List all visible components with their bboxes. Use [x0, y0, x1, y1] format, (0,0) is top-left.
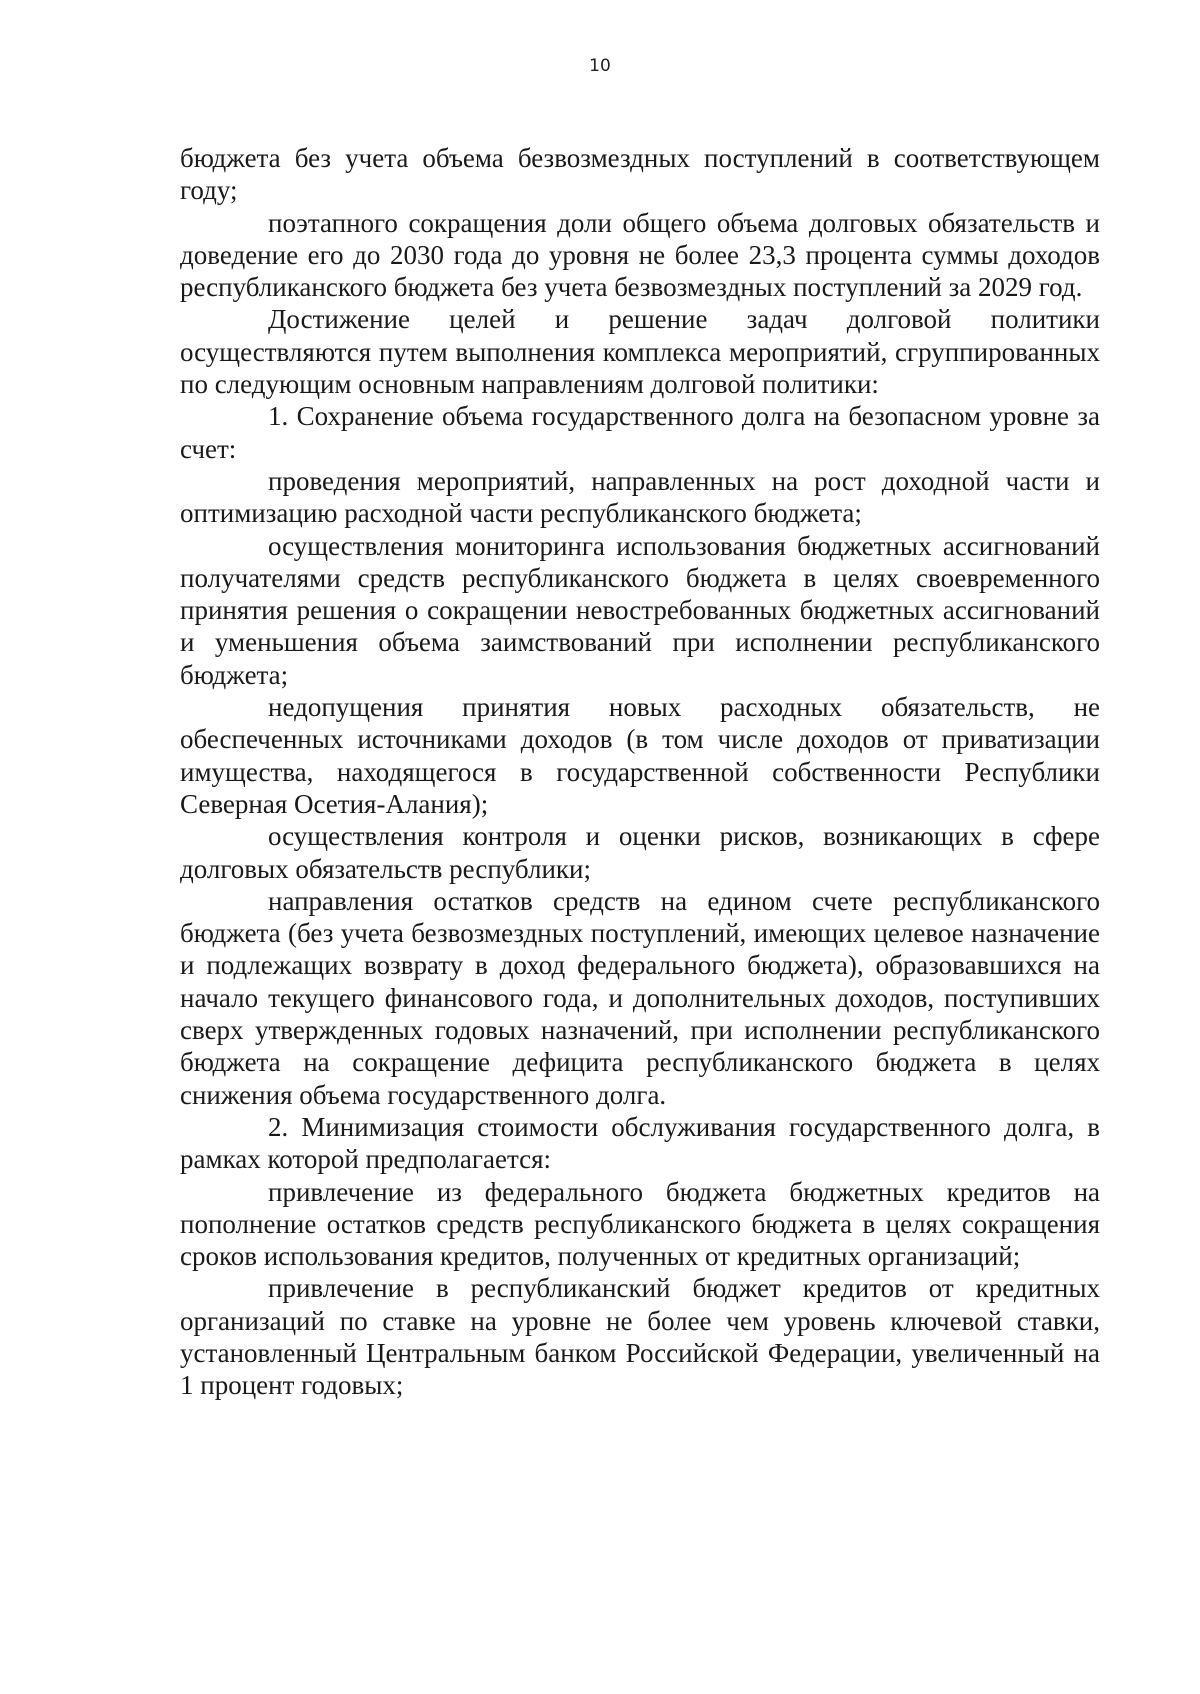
document-body [180, 142, 1100, 1402]
paragraph: проведения мероприятий, направленных на рост доходной части и оптимизацию расходной части республиканского бюджета; [180, 465, 1100, 529]
paragraph: осуществления мониторинга использования бюджетных ассигнований получателями средств республиканского бюджета в целях своевременного принятия решения о сокращении невостребованных бюджетных ассигнований и уменьшения объема заимствований при исполнении республиканского бюджета; [180, 530, 1100, 690]
page-number: 10 [589, 56, 611, 76]
paragraph: Достижение целей и решение задач долговой политики осуществляются путем выполнения комплекса мероприятий, сгруппированных по следующим основным направлениям долговой политики: [180, 304, 1100, 400]
list-item-heading: 1. Сохранение объема государственного долга на безопасном уровне за счет: [180, 401, 1100, 464]
paragraph: поэтапного сокращения доли общего объема долговых обязательств и доведение его до 2030 года до уровня не более 23,3 процента суммы доходов республиканского бюджета без учета безвозмездных поступлений за 2029 год. [180, 207, 1100, 303]
paragraph: направления остатков средств на едином счете республиканского бюджета (без учета безвозмездных поступлений, имеющих целевое назначение и подлежащих возврату в доход федерального бюджета), образовавшихся на начало текущего финансового года, и дополнительных доходов, поступивших сверх утвержденных годовых назначений, при исполнении республиканского бюджета на сокращение дефицита республиканского бюджета в целях снижения объема государственного долга. [180, 885, 1100, 1110]
paragraph: недопущения принятия новых расходных обязательств, не обеспеченных источниками доходов (в том числе доходов от приватизации имущества, находящегося в государственной собственности Республики Северная Осетия-Алания); [180, 692, 1100, 819]
paragraph: осуществления контроля и оценки рисков, возникающих в сфере долговых обязательств республики; [180, 821, 1100, 884]
list-item-heading: 2. Минимизация стоимости обслуживания государственного долга, в рамках которой предполагается: [180, 1111, 1100, 1175]
paragraph: привлечение из федерального бюджета бюджетных кредитов на пополнение остатков средств республиканского бюджета в целях сокращения сроков использования кредитов, полученных от кредитных организаций; [180, 1176, 1100, 1272]
paragraph: привлечение в республиканский бюджет кредитов от кредитных организаций по ставке на уровне не более чем уровень ключевой ставки, установленный Центральным банком Российской Федерации, увеличенный на 1 процент годовых; [180, 1273, 1100, 1401]
paragraph: бюджета без учета объема безвозмездных поступлений в соответствующем году; [180, 143, 1100, 206]
